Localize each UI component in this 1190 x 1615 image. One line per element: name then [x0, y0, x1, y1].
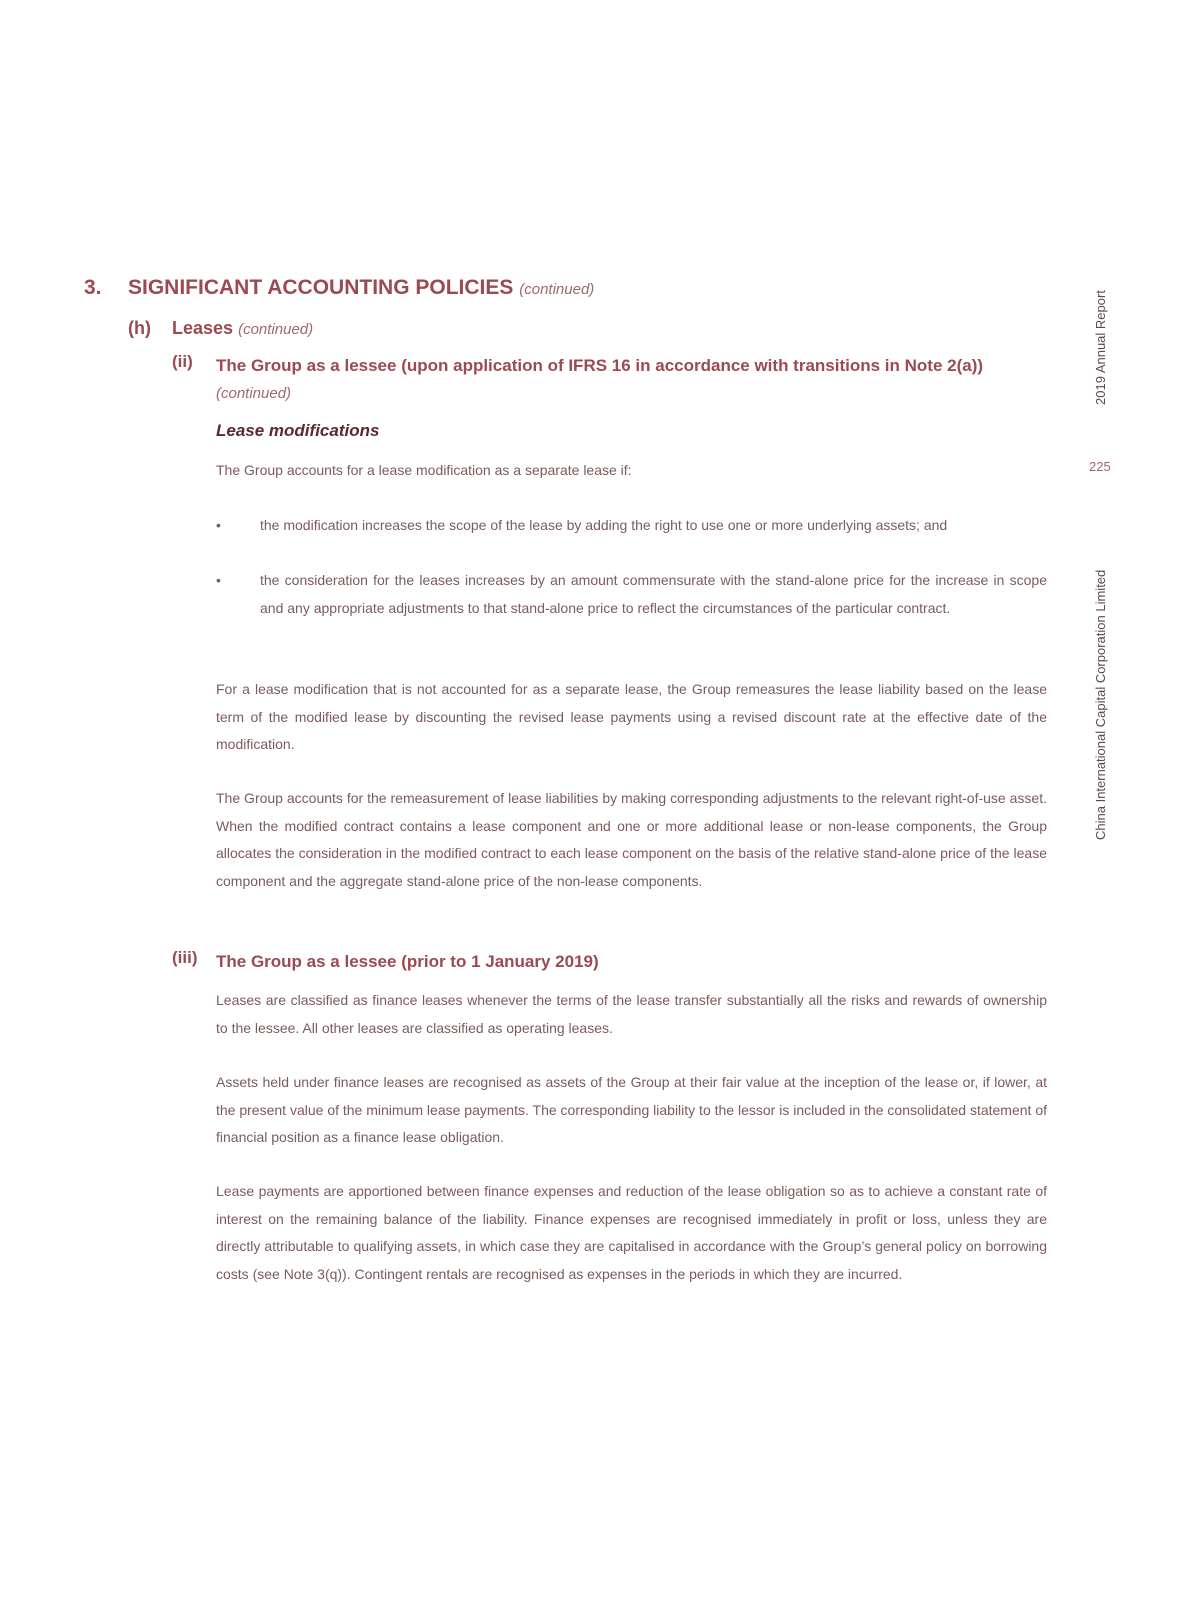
- paragraph: The Group accounts for the remeasurement of lease liabilities by making corresponding adjustments to the relevant right-of-use asset. When the modified contract contains a lease component and one or more additional lease or non-lease components, the Group allocates the consideration in the modified contract to each lease component on the basis of the relative stand-alone price of the lease component and the aggregate stand-alone price of the non-lease components.: [216, 790, 1047, 889]
- section-heading: 3. SIGNIFICANT ACCOUNTING POLICIES (continued): [84, 276, 595, 299]
- bullet-item: • the modification increases the scope of the lease by adding the right to use one or more underlying assets; and: [216, 512, 1047, 540]
- bullet-icon: •: [216, 572, 221, 588]
- subsection-heading: (h) Leases (continued): [128, 318, 314, 338]
- heading-iii: (iii) The Group as a lessee (prior to 1 January 2019): [172, 948, 599, 971]
- bullet-item: • the consideration for the leases increases by an amount commensurate with the stand-alone price for the increase in scope and any appropriate adjustments to that stand-alone price to reflect the circumstances of the particular contract.: [216, 567, 1047, 622]
- report-title: 2019 Annual Report: [1093, 290, 1108, 405]
- paragraph: Lease payments are apportioned between finance expenses and reduction of the lease obligation so as to achieve a constant rate of interest on the remaining balance of the liability. Finance expenses are recognised immediately in profit or loss, unless they are directly attributable to qualifying assets, in which case they are capitalised in accordance with the Group’s general policy on borrowing costs (see Note 3(q)). Contingent rentals are recognised as expenses in the periods in which they are incurred.: [216, 1183, 1047, 1282]
- paragraph: For a lease modification that is not accounted for as a separate lease, the Group remeasures the lease liability based on the lease term of the modified lease by discounting the revised lease payments using a revised discount rate at the effective date of the modification.: [216, 681, 1047, 752]
- paragraph: Assets held under finance leases are recognised as assets of the Group at their fair value at the inception of the lease or, if lower, at the present value of the minimum lease payments. The corresponding liability to the lessor is included in the consolidated statement of financial position as a finance lease obligation.: [216, 1074, 1047, 1145]
- paragraph: Leases are classified as finance leases whenever the terms of the lease transfer substantially all the risks and rewards of ownership to the lessee. All other leases are classified as operating leases.: [216, 992, 1047, 1036]
- bullet-icon: •: [216, 517, 221, 533]
- paragraph: The Group accounts for a lease modification as a separate lease if:: [216, 462, 632, 478]
- page-number: 225: [1089, 459, 1111, 474]
- lease-modifications-heading: Lease modifications: [216, 421, 380, 440]
- heading-ii: (ii) The Group as a lessee (upon application of IFRS 16 in accordance with transitions in Note 2(a)) (continued): [172, 352, 984, 402]
- company-name: China International Capital Corporation Limited: [1093, 569, 1108, 840]
